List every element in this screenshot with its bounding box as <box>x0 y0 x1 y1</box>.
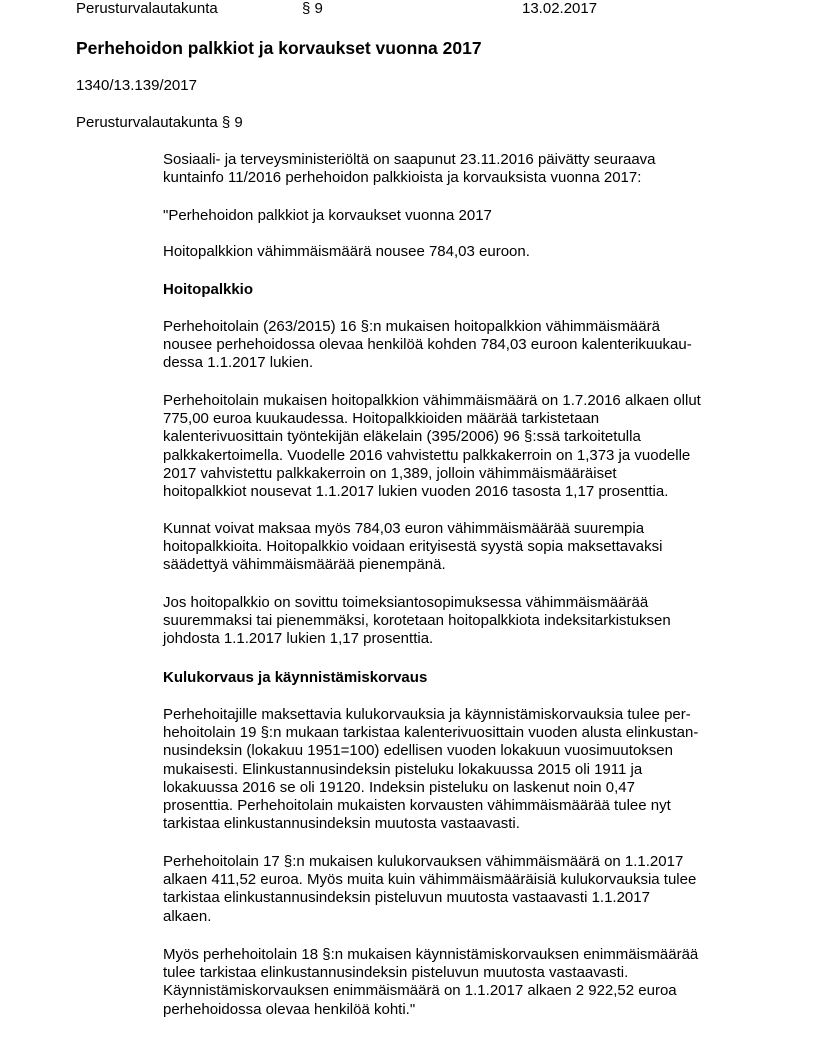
text-line: nusindeksin (lokakuu 1951=100) edellisen vuoden lokakuun vuosimuutoksen <box>163 742 673 760</box>
text-line: Hoitopalkkion vähimmäismäärä nousee 784,03 euroon. <box>163 243 530 260</box>
text-line: nousee perhehoidossa olevaa henkilöä kohden 784,03 euroon kalenterikuukau- <box>163 336 692 354</box>
text-line: johdosta 1.1.2017 lukien 1,17 prosenttia. <box>163 630 434 648</box>
text-line: "Perhehoidon palkkiot ja korvaukset vuonna 2017 <box>163 207 492 224</box>
text-line: hehoitolain 19 §:n mukaan tarkistaa kalenterivuosittain vuoden alusta elinkustan- <box>163 724 699 742</box>
text-line: Perhehoitajille maksettavia kulukorvauksia ja käynnistämiskorvauksia tulee per- <box>163 706 691 723</box>
text-line: Jos hoitopalkkio on sovittu toimeksiantosopimuksessa vähimmäismäärää <box>163 594 649 611</box>
paragraph <box>163 243 763 261</box>
header-section: § 9 <box>302 0 323 17</box>
paragraph <box>163 318 763 373</box>
text-line: kalenterivuosittain työntekijän eläkelain (395/2006) 96 §:ssä tarkoitetulla <box>163 428 641 446</box>
paragraph <box>163 853 763 926</box>
text-line: palkkakertoimella. Vuodelle 2016 vahvistettu palkkakerroin on 1,373 ja vuodelle <box>163 446 691 464</box>
paragraph <box>163 594 763 649</box>
text-line: tarkistaa elinkustannusindeksin muutosta vastaavasti. <box>163 815 520 833</box>
header-date: 13.02.2017 <box>522 0 598 17</box>
section-heading <box>163 281 763 299</box>
paragraph <box>163 946 763 1019</box>
committee-section: Perusturvalautakunta § 9 <box>76 114 243 131</box>
paragraph <box>163 706 763 833</box>
text-line: tulee tarkistaa elinkustannusindeksin pisteluvun muutosta vastaavasti. <box>163 964 629 982</box>
text-line: hoitopalkkioita. Hoitopalkkio voidaan erityisestä syystä sopia maksettavaksi <box>163 538 663 556</box>
text-line: suuremmaksi tai pienemmäksi, korotetaan hoitopalkkiota indeksitarkistuksen <box>163 612 671 630</box>
text-line: tarkistaa elinkustannusindeksin pisteluvun muutosta vastaavasti 1.1.2017 <box>163 889 650 907</box>
text-line: 2017 vahvistettu palkkakerroin on 1,389, jolloin vähimmäismääräiset <box>163 464 617 482</box>
text-line: Sosiaali- ja terveysministeriöltä on saapunut 23.11.2016 päivätty seuraava <box>163 151 656 168</box>
paragraph <box>163 151 763 187</box>
text-line: Käynnistämiskorvauksen enimmäismäärä on 1.1.2017 alkaen 2 922,52 euroa <box>163 982 677 1000</box>
text-line: säädettyä vähimmäismäärää pienempänä. <box>163 556 446 574</box>
text-line: kuntainfo 11/2016 perhehoidon palkkioista ja korvauksista vuonna 2017: <box>163 169 642 187</box>
text-line: Perhehoitolain mukaisen hoitopalkkion vähimmäismäärä on 1.7.2016 alkaen ollut <box>163 392 701 409</box>
text-line: Perhehoitolain (263/2015) 16 §:n mukaisen hoitopalkkion vähimmäismäärä <box>163 318 660 335</box>
paragraph <box>163 520 763 575</box>
text-line: Kulukorvaus ja käynnistämiskorvaus <box>163 669 428 686</box>
text-line: Hoitopalkkio <box>163 281 254 298</box>
record-number: 1340/13.139/2017 <box>76 77 197 94</box>
text-line: lokakuussa 2016 se oli 19120. Indeksin pisteluku on laskenut noin 0,47 <box>163 778 635 796</box>
text-line: 775,00 euroa kuukaudessa. Hoitopalkkioiden määrää tarkistetaan <box>163 410 600 428</box>
paragraph <box>163 392 763 501</box>
text-line: Kunnat voivat maksaa myös 784,03 euron vähimmäismäärää suurempia <box>163 520 645 537</box>
page-title: Perhehoidon palkkiot ja korvaukset vuonna 2017 <box>76 38 482 58</box>
text-line: perhehoidossa olevaa henkilöä kohti." <box>163 1000 416 1018</box>
text-line: dessa 1.1.2017 lukien. <box>163 354 314 372</box>
header-committee: Perusturvalautakunta <box>76 0 218 17</box>
text-line: mukaisesti. Elinkustannusindeksin pisteluku lokakuussa 2015 oli 1911 ja <box>163 760 643 778</box>
text-line: hoitopalkkiot nousevat 1.1.2017 lukien vuoden 2016 tasosta 1,17 prosenttia. <box>163 482 669 500</box>
section-heading <box>163 669 763 687</box>
text-line: alkaen 411,52 euroa. Myös muita kuin vähimmäismääräisiä kulukorvauksia tulee <box>163 871 697 889</box>
text-line: alkaen. <box>163 907 212 925</box>
paragraph <box>163 207 763 225</box>
text-line: prosenttia. Perhehoitolain mukaisten korvausten vähimmäismäärää tulee nyt <box>163 796 671 814</box>
text-line: Myös perhehoitolain 18 §:n mukaisen käynnistämiskorvauksen enimmäismäärää <box>163 946 699 963</box>
text-line: Perhehoitolain 17 §:n mukaisen kulukorvauksen vähimmäismäärä on 1.1.2017 <box>163 853 684 870</box>
